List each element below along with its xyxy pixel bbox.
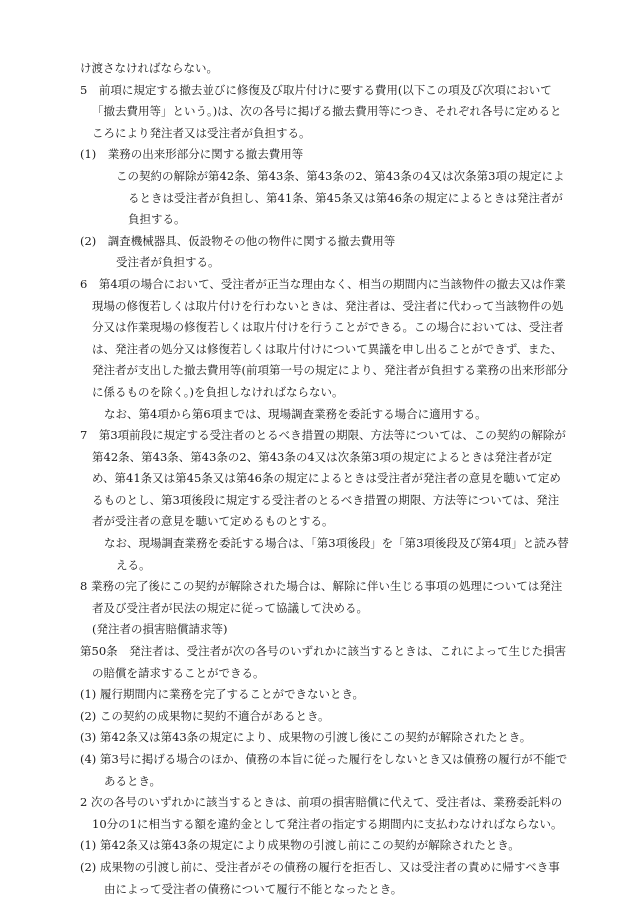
document-paragraph: 6 第4項の場合において、受注者が正当な理由なく、相当の期間内に当該物件の撤去又は作業現場の修復若しくは取片付けを行わないときは、発注者は、受注者に代わって当該物件の処分又は作業現場の修復若しくは取片付けを行うことができる。この場合においては、受注者は、発注者の処分又は修復若しくは取片付けについて異議を申し出ることができず、また、発注者が支出した撤去費用等(前項第一号の規定により、発注者が負担する業務の出来形部分に係るものを除く。)を負担しなければならない。 bbox=[80, 276, 568, 399]
document-paragraph: (2) 成果物の引渡し前に、受注者がその債務の履行を拒否し、又は受注者の責めに帰すべき事由によって受注者の債務について履行不能となったとき。 bbox=[80, 859, 560, 896]
document-body bbox=[80, 58, 570, 900]
document-paragraph: (4) 第3号に掲げる場合のほか、債務の本旨に従った履行をしないとき又は債務の履行が不能であるとき。 bbox=[80, 752, 568, 788]
document-paragraph: 2 次の各号のいずれかに該当するときは、前項の損害賠償に代えて、受注者は、業務委託料の10分の1に相当する額を違約金として発注者の指定する期間内に支払わなければならない。 bbox=[80, 795, 563, 831]
document-paragraph: (1) 第42条又は第43条の規定により成果物の引渡し前にこの契約が解除されたとき。 bbox=[80, 838, 520, 853]
document-paragraph: (発注者の損害賠償請求等) bbox=[92, 622, 228, 637]
document-paragraph: (1) 業務の出来形部分に関する撤去費用等 bbox=[80, 147, 304, 162]
document-paragraph: 第50条 発注者は、受注者が次の各号のいずれかに該当するときは、これによって生じた損害の賠償を請求することができる。 bbox=[80, 644, 567, 680]
document-paragraph: 8 業務の完了後にこの契約が解除された場合は、解除に伴い生じる事項の処理については発注者及び受注者が民法の規定に従って協議して決める。 bbox=[80, 579, 563, 615]
document-paragraph: (2) この契約の成果物に契約不適合があるとき。 bbox=[80, 708, 330, 723]
document-paragraph: 5 前項に規定する撤去並びに修復及び取片付けに要する費用(以下この項及び次項において「撤去費用等」という。)は、次の各号に掲げる撤去費用等につき、それぞれ各号に定めるところにより発注者又は受注者が負担する。 bbox=[80, 82, 562, 140]
document-paragraph: け渡さなければならない。 bbox=[80, 61, 218, 75]
document-paragraph: 7 第3項前段に規定する受注者のとるべき措置の期限、方法等については、この契約の解除が第42条、第43条、第43条の2、第43条の4又は次条第3項の規定によるときは発注者が定め、第41条又は第45条又は第46条の規定によるときは受注者が発注者の意見を聴いて定めるものとし、第3項後段に規定する受注者のとるべき措置の期限、方法等については、発注者が受注者の意見を聴いて定めるものとする。 bbox=[80, 428, 566, 529]
document-paragraph: (2) 調査機械器具、仮設物その他の物件に関する撤去費用等 bbox=[80, 233, 396, 248]
document-paragraph: 受注者が負担する。 bbox=[116, 255, 220, 270]
document-paragraph: (1) 履行期間内に業務を完了することができないとき。 bbox=[80, 687, 364, 702]
document-paragraph: この契約の解除が第42条、第43条、第43条の2、第43条の4又は次条第3項の規定によるときは受注者が負担し、第41条、第45条又は第46条の規定によるときは発注者が負担する。 bbox=[116, 168, 565, 227]
document-paragraph: (3) 第42条又は第43条の規定により、成果物の引渡し後にこの契約が解除されたとき。 bbox=[80, 730, 532, 745]
document-paragraph: なお、現場調査業務を委託する場合は、「第3項後段」を「第3項後段及び第4項」と読み替える。 bbox=[104, 536, 569, 572]
document-paragraph: なお、第4項から第6項までは、現場調査業務を委託する場合に適用する。 bbox=[104, 406, 487, 421]
